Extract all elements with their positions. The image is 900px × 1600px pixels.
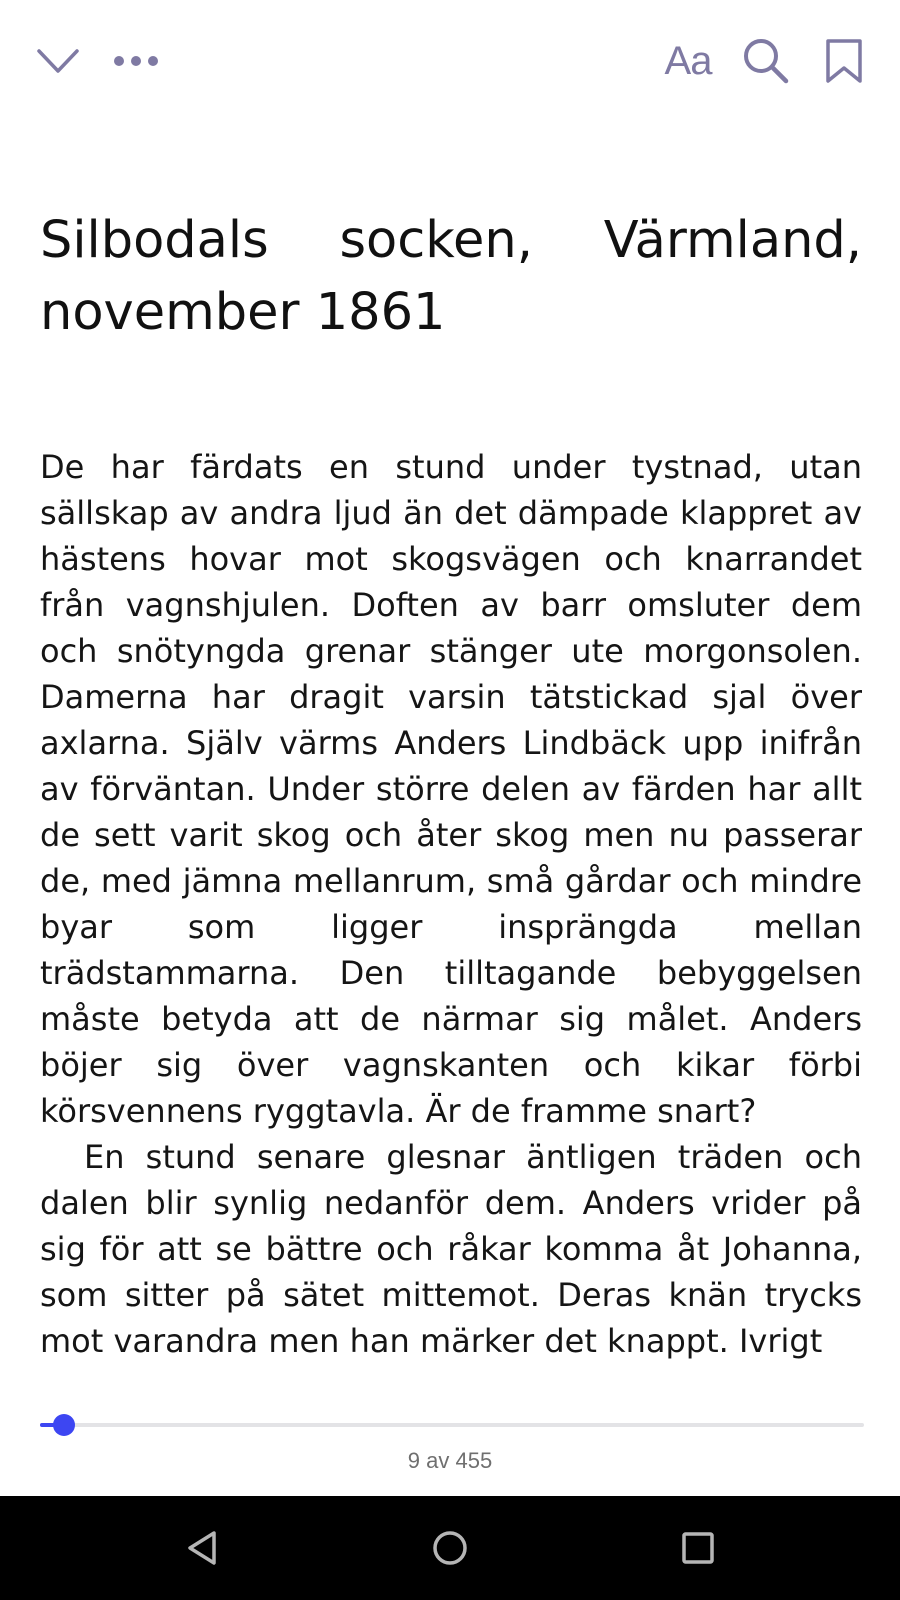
home-icon [431, 1529, 469, 1567]
back-button[interactable] [176, 1522, 228, 1574]
bookmark-button[interactable] [818, 30, 870, 92]
more-options-button[interactable] [108, 30, 164, 92]
bookmark-icon [824, 38, 864, 84]
font-settings-icon: Aa [664, 38, 712, 83]
chapter-title: Silbodals socken, Värmland, november 1861 [40, 211, 862, 342]
close-reader-button[interactable] [30, 30, 86, 92]
progress-thumb[interactable] [53, 1414, 75, 1436]
reading-progress-slider[interactable] [40, 1415, 864, 1435]
search-button[interactable] [738, 30, 794, 92]
more-icon [113, 55, 159, 67]
back-icon [184, 1529, 220, 1567]
paragraph: De har färdats en stund under tystnad, utan sällskap av andra ljud än det dämpade klappret av hästens hovar mot skogsvägen och knarrandet från vagnshjulen. Doften av barr omsluter dem och snötyngda grenar stänger ute morgonsolen. Damerna har dragit varsin tätstickad sjal över axlarna. Själv värms Anders Lindbäck upp inifrån av förväntan. Under större delen av färden har allt de sett varit skog och åter skog men nu passerar de, med jämna mellanrum, små gårdar och mindre byar som ligger insprängda mellan trädstammarna. Den tilltagande bebyggelsen måste betyda att de närmar sig målet. Anders böjer sig över vagnskanten och kikar förbi körsvennens ryggtavla. Är de framme snart? [40, 448, 862, 1130]
paragraph: En stund senare glesnar äntligen träden och dalen blir synlig nedanför dem. Anders vrider på sig för att se bättre och råkar komma åt Johanna, som sitter på sätet mittemot. Deras knän trycks mot varandra men han märker det knappt. Ivrigt [40, 1138, 862, 1360]
book-text [40, 444, 862, 1364]
system-navigation-bar [0, 1496, 900, 1600]
home-button[interactable] [424, 1522, 476, 1574]
reader-toolbar [0, 0, 900, 130]
progress-track [40, 1423, 864, 1427]
search-icon [742, 37, 790, 85]
page-counter: 9 av 455 [407, 1448, 493, 1473]
font-settings-button[interactable] [656, 30, 720, 92]
recents-icon [681, 1531, 715, 1565]
recents-button[interactable] [672, 1522, 724, 1574]
chevron-down-icon [36, 46, 80, 76]
